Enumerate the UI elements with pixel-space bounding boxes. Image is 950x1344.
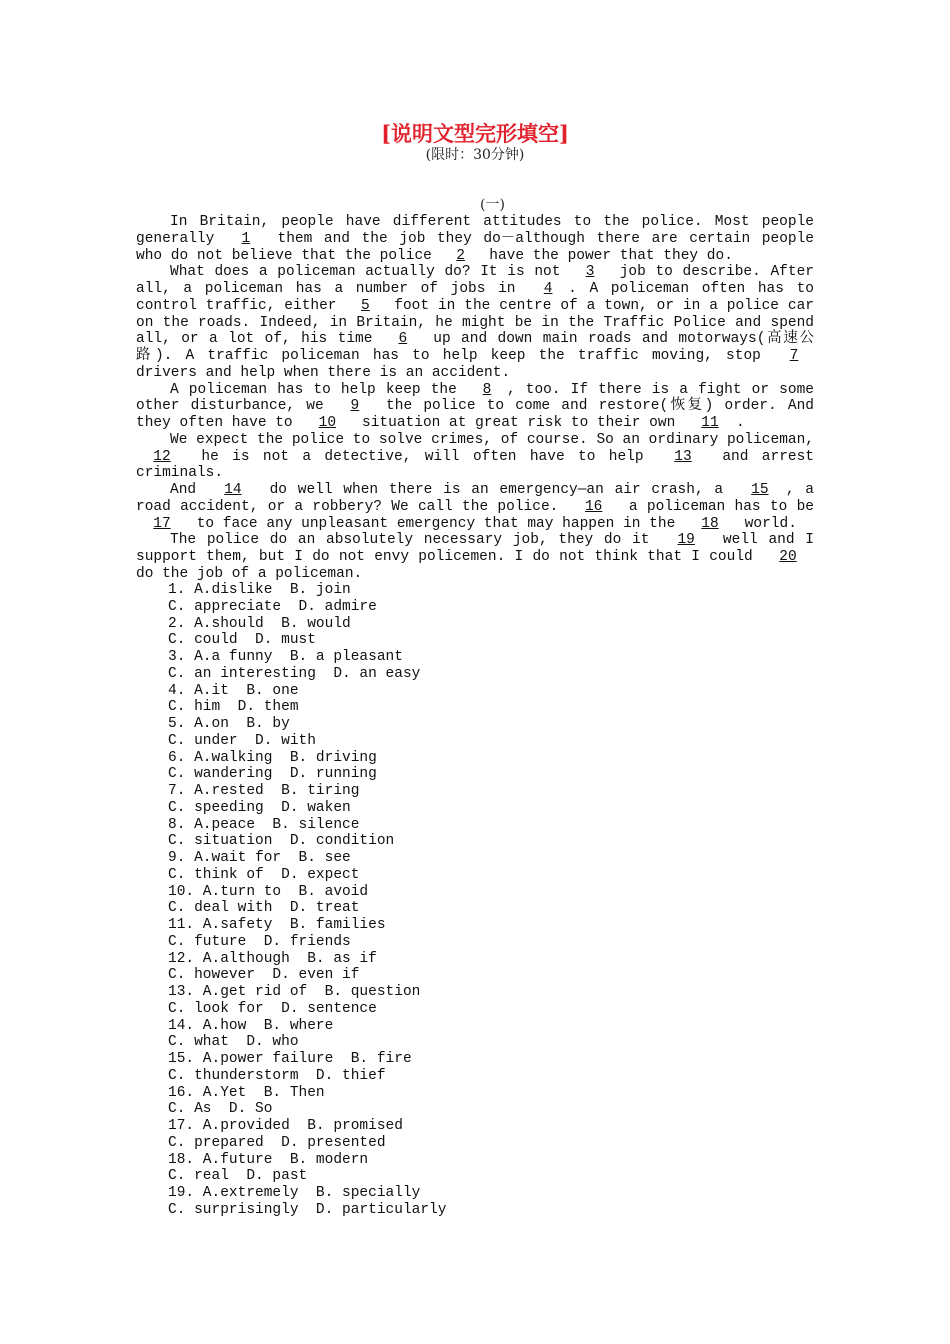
passage-paragraph	[136, 382, 814, 432]
passage-text: drivers and help when there is an accident.	[136, 364, 511, 381]
option-line: 13. A.get rid of B. question	[168, 984, 421, 1000]
blank-19: 19	[677, 532, 695, 549]
option-line: 14. A.how B. where	[168, 1017, 334, 1034]
passage-text: , a road accident, or a robbery? We call the police.	[136, 482, 814, 515]
blank-4: 4	[543, 281, 553, 297]
passage-paragraph	[136, 482, 814, 532]
passage-paragraph	[136, 214, 814, 264]
passage-text: The police do an absolutely necessary job, they do it	[170, 532, 661, 549]
cloze-passage	[136, 214, 814, 583]
passage-text: . A policeman often has to control traffic, either	[136, 281, 814, 314]
option-line: 7. A.rested B. tiring	[168, 783, 360, 799]
blank-16: 16	[584, 498, 603, 515]
option-line: 10. A.turn to B. avoid	[168, 883, 369, 900]
blank-1: 1	[241, 230, 251, 247]
blank-8: 8	[482, 381, 492, 398]
option-line: C. prepared D. presented	[168, 1134, 386, 1151]
passage-text: job to describe. After all, a policeman has a number of jobs in	[136, 264, 814, 297]
passage-text: he is not a detective, will often have to help	[188, 448, 657, 465]
option-line: 4. A.it B. one	[168, 682, 299, 699]
option-line: C. situation D. condition	[168, 833, 395, 850]
blank-15: 15	[751, 482, 769, 498]
blank-18: 18	[701, 515, 719, 532]
blank-9: 9	[350, 398, 360, 415]
passage-text: to face any unpleasant emergency that may happen in the	[188, 515, 684, 532]
option-line: C. As D. So	[168, 1101, 273, 1118]
option-line: C. deal with D. treat	[168, 900, 360, 917]
blank-3: 3	[585, 264, 595, 281]
option-line: 16. A.Yet B. Then	[168, 1084, 325, 1101]
passage-text: do the job of a policeman.	[136, 565, 363, 582]
passage-text: situation at great risk to their own	[353, 415, 684, 431]
passage-text: What does a policeman actually do? It is not	[170, 264, 571, 281]
passage-text: .	[735, 415, 745, 431]
option-line: 18. A.future B. modern	[168, 1151, 369, 1168]
blank-5: 5	[361, 297, 370, 314]
option-line: 17. A.provided B. promised	[168, 1118, 403, 1134]
option-line: C. surprisingly D. particularly	[168, 1201, 447, 1218]
passage-paragraph	[136, 264, 814, 381]
passage-text: and arrest criminals.	[136, 448, 814, 482]
page-title: [说明文型完形填空]	[381, 121, 569, 146]
option-line: C. an interesting D. an easy	[168, 665, 421, 682]
option-line: 19. A.extremely B. specially	[168, 1185, 421, 1201]
passage-text: have the power that they do.	[480, 247, 733, 264]
option-line: 12. A.although B. as if	[168, 950, 377, 967]
option-line: C. him D. them	[168, 699, 299, 716]
answer-options	[168, 582, 768, 1219]
option-line: 1. A.dislike B. join	[168, 582, 351, 598]
section-number: (一)	[480, 197, 505, 213]
option-line: C. appreciate D. admire	[168, 598, 377, 615]
option-line: C. however D. even if	[168, 967, 360, 984]
blank-6: 6	[398, 331, 408, 348]
option-line: C. think of D. expect	[168, 866, 360, 883]
option-line: 3. A.a funny B. a pleasant	[168, 649, 403, 665]
passage-text: foot in the centre of a town, or in a police car on the roads. Indeed, in Britain, he might be in the Traffic Police and spend all, or a lot of, his time	[136, 297, 814, 348]
option-line: 11. A.safety B. families	[168, 917, 386, 933]
option-line: C. real D. past	[168, 1168, 308, 1185]
blank-14: 14	[224, 482, 242, 498]
passage-text: world.	[735, 515, 797, 532]
blank-20: 20	[779, 549, 797, 565]
option-line: C. thunderstorm D. thief	[168, 1067, 386, 1084]
option-line: 8. A.peace B. silence	[168, 816, 360, 833]
option-line: 15. A.power failure B. fire	[168, 1051, 412, 1067]
passage-text: , too. If there is a fight or some other disturbance, we	[136, 381, 814, 415]
blank-11: 11	[701, 415, 719, 431]
passage-paragraph	[136, 432, 814, 482]
passage-text: well and I support them, but I do not envy policemen. I do not think that I could	[136, 532, 814, 565]
blank-7: 7	[789, 348, 799, 364]
option-line: C. look for D. sentence	[168, 1000, 377, 1017]
passage-paragraph	[136, 532, 814, 582]
passage-text: a policeman has to be	[619, 498, 814, 515]
passage-text: In Britain, people have different attitudes to the police. Most people generally	[136, 214, 814, 247]
option-line: 5. A.on B. by	[168, 716, 290, 732]
option-line: 2. A.should B. would	[168, 615, 351, 632]
blank-10: 10	[318, 415, 337, 431]
blank-12: 12	[153, 448, 171, 465]
passage-text: We expect the police to solve crimes, of course. So an ordinary policeman,	[170, 431, 814, 448]
option-line: 9. A.wait for B. see	[168, 850, 351, 866]
option-line: C. wandering D. running	[168, 766, 377, 783]
option-line: C. what D. who	[168, 1034, 299, 1051]
option-line: 6. A.walking B. driving	[168, 749, 377, 766]
passage-text: A policeman has to help keep the	[170, 381, 467, 398]
blank-17: 17	[153, 515, 171, 532]
time-limit: (限时：30分钟)	[425, 147, 525, 163]
blank-2: 2	[456, 247, 465, 264]
blank-13: 13	[674, 448, 692, 465]
option-line: C. speeding D. waken	[168, 799, 351, 816]
passage-text: the police to come and restore(恢复) order. And they often have to	[136, 398, 814, 431]
passage-text: them and the job they do－although there are certain people who do not believe that the police	[136, 230, 814, 264]
option-line: C. under D. with	[168, 732, 316, 749]
passage-text: do well when there is an emergency—an air crash, a	[258, 482, 734, 498]
passage-text: And	[170, 482, 207, 498]
option-line: C. future D. friends	[168, 933, 351, 950]
passage-text: up and down main roads and motorways(高速公路). A traffic policeman has to help keep the traffic moving, stop	[136, 331, 814, 364]
option-line: C. could D. must	[168, 632, 316, 649]
